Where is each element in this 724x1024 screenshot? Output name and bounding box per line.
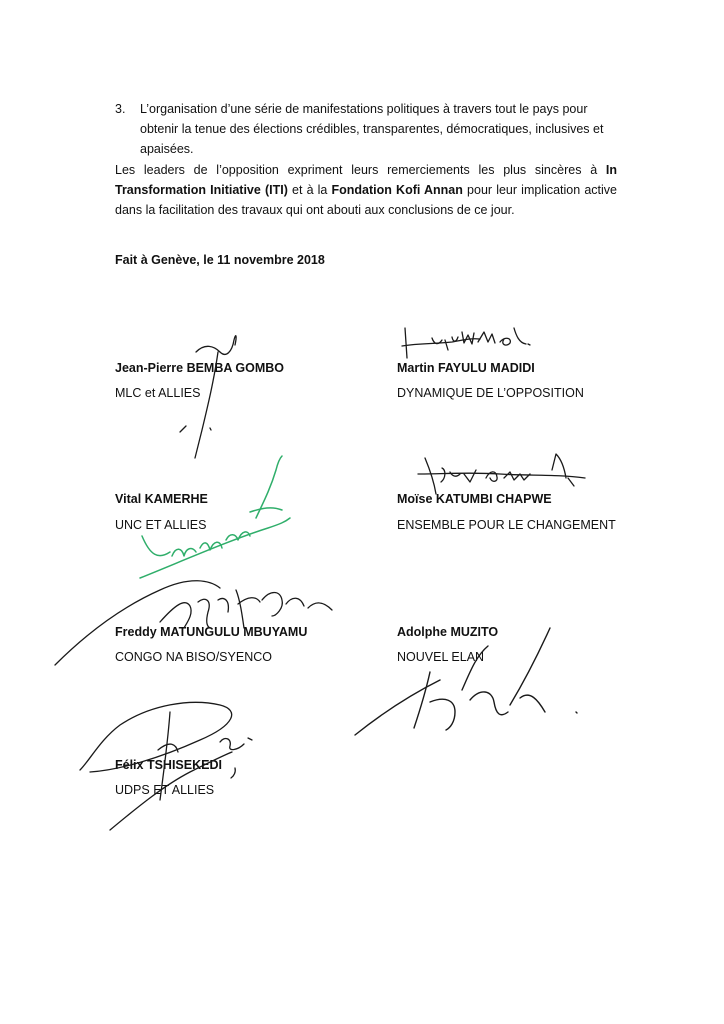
list-number: 3. [115, 102, 126, 116]
signature-katumbi [418, 454, 585, 494]
signature-fayulu [402, 328, 530, 358]
signatory-org: UDPS ET ALLIES [115, 783, 215, 797]
signatory-org: CONGO NA BISO/SYENCO [115, 650, 272, 664]
signatory-org: NOUVEL ELAN [397, 650, 485, 664]
signatory-org: MLC et ALLIES [115, 386, 201, 400]
list-item-3 [115, 99, 615, 159]
thanks-text-1: Les leaders de l’opposition expriment leurs remerciements les plus sincères à [115, 163, 606, 177]
place-date: Fait à Genève, le 11 novembre 2018 [115, 253, 325, 267]
thanks-org-kofi-annan: Fondation Kofi Annan [331, 183, 463, 197]
signatory-name: Martin FAYULU MADIDI [397, 361, 535, 375]
list-text: L’organisation d’une série de manifestations politiques à travers tout le pays pour obtenir la tenue des élections crédibles, transparentes, démocratiques, inclusives et apaisées. [140, 102, 604, 156]
signature-muzito [355, 628, 577, 735]
thanks-paragraph [115, 160, 617, 220]
signatory-name: Adolphe MUZITO [397, 625, 499, 639]
signatory-name: Vital KAMERHE [115, 492, 208, 506]
signatory-name: Freddy MATUNGULU MBUYAMU [115, 625, 308, 639]
signatory-name: Félix TSHISEKEDI [115, 758, 222, 772]
signatory-org: DYNAMIQUE DE L’OPPOSITION [397, 386, 584, 400]
signatory-name: Moïse KATUMBI CHAPWE [397, 492, 552, 506]
signatory-org: UNC ET ALLIES [115, 518, 207, 532]
signatory-name: Jean-Pierre BEMBA GOMBO [115, 361, 285, 375]
thanks-text-2: et à la [287, 183, 332, 197]
signature-kamerhe [140, 456, 290, 578]
signatory-org: ENSEMBLE POUR LE CHANGEMENT [397, 518, 616, 532]
thanks-text-3: pour leur implication active dans la facilitation des travaux qui ont abouti aux conclusions de ce jour. [115, 183, 618, 217]
thanks-org-iti: In Transformation Initiative (ITI) [115, 163, 617, 197]
